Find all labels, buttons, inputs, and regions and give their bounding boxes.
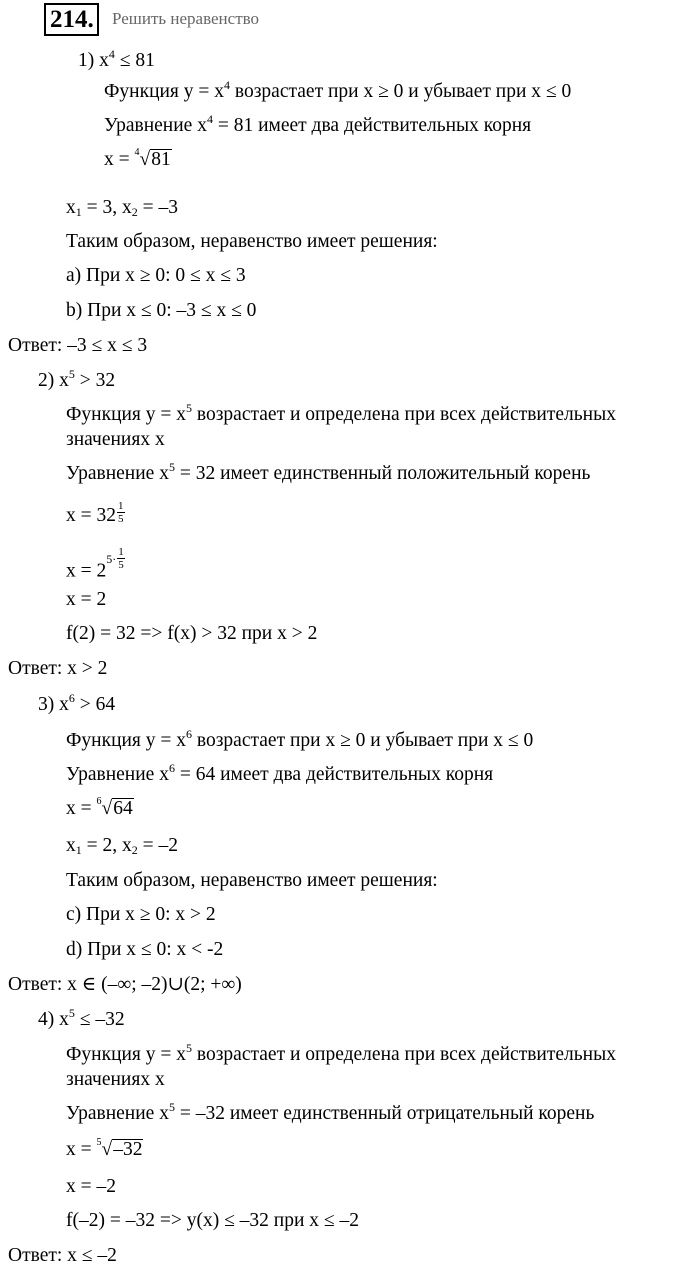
- exponent: 6: [168, 761, 175, 775]
- text-line: [66, 729, 533, 753]
- text-segment: f(2) = 32 => f(x) > 32 при x > 2: [66, 623, 318, 644]
- text-segment: x = 32: [66, 505, 116, 526]
- fraction-exponent: [117, 500, 125, 525]
- text-segment: b) При x ≤ 0: –3 ≤ x ≤ 0: [66, 300, 257, 321]
- numerator: 1: [118, 500, 124, 512]
- text-line: [66, 622, 317, 646]
- text-line: [38, 693, 115, 717]
- exponent: 4: [206, 112, 213, 126]
- text-segment: возрастает и определена при всех действительных: [192, 404, 616, 425]
- exponent: 5: [186, 401, 193, 415]
- exercise-title: Решить неравенство: [112, 9, 260, 28]
- text-line: [66, 903, 216, 927]
- text-segment: Уравнение x: [66, 463, 169, 484]
- text-segment: Ответ: x ≤ –2: [8, 1245, 117, 1266]
- exponent: 4: [108, 47, 115, 61]
- text-segment: = 64 имеет два действительных корня: [174, 764, 494, 785]
- radical-sign-icon: √: [139, 149, 151, 170]
- text-segment: Уравнение x: [66, 1103, 169, 1124]
- text-line: [66, 763, 493, 787]
- numerator: 1: [118, 546, 124, 558]
- text-segment: x: [66, 197, 76, 218]
- exponent-factor: 5·: [106, 551, 117, 566]
- text-segment: Ответ: –3 ≤ x ≤ 3: [8, 335, 148, 356]
- text-line: [66, 1102, 594, 1126]
- radicand: 81: [151, 149, 171, 170]
- text-segment: x: [66, 835, 76, 856]
- nth-root: [97, 797, 134, 821]
- text-segment: = –32 имеет единственный отрицательный корень: [174, 1103, 595, 1124]
- exercise-number: 214.: [44, 3, 99, 36]
- text-segment: возрастает и определена при всех действительных: [192, 1044, 616, 1065]
- text-segment: Ответ: x ∈ (–∞; –2)∪(2; +∞): [8, 974, 242, 995]
- fraction-exponent: [117, 546, 125, 571]
- text-segment: a) При x ≥ 0: 0 ≤ x ≤ 3: [66, 265, 246, 286]
- text-line: [66, 299, 256, 323]
- exponent: 6: [68, 691, 75, 705]
- text-segment: = –2: [137, 835, 178, 856]
- text-line: [66, 869, 438, 893]
- text-segment: x = 2: [66, 560, 107, 582]
- text-segment: Таким образом, неравенство имеет решения:: [66, 231, 438, 252]
- exponent: 5: [186, 1041, 193, 1055]
- text-segment: 4) x: [38, 1009, 69, 1030]
- text-segment: = 32 имеет единственный положительный корень: [174, 463, 591, 484]
- text-line: [66, 462, 590, 486]
- exponent: 5: [68, 367, 75, 381]
- subscript: 1: [75, 843, 82, 857]
- exponent: 5: [168, 460, 175, 474]
- text-line: [66, 196, 178, 220]
- exponent: 5: [168, 1100, 175, 1114]
- text-segment: ≤ 81: [114, 50, 155, 71]
- root-index: 5: [96, 1137, 102, 1148]
- text-segment: возрастает при x ≥ 0 и убывает при x ≤ 0: [230, 81, 572, 102]
- text-line: [8, 334, 147, 358]
- text-line: [66, 1209, 359, 1233]
- text-line: [8, 657, 107, 681]
- radical-sign-icon: √: [101, 1139, 113, 1160]
- text-segment: значениях x: [66, 429, 165, 450]
- text-segment: x =: [66, 1139, 97, 1160]
- text-segment: x =: [104, 149, 135, 170]
- text-line: [66, 546, 125, 584]
- text-line: [66, 1175, 116, 1199]
- text-segment: Уравнение x: [66, 764, 169, 785]
- text-line: [66, 588, 106, 612]
- text-line: [78, 49, 155, 73]
- text-segment: 1) x: [78, 50, 109, 71]
- text-segment: значениях x: [66, 1069, 165, 1090]
- exponent: 4: [224, 78, 231, 92]
- text-segment: x = –2: [66, 1176, 116, 1197]
- text-segment: Функция y = x: [66, 730, 187, 751]
- text-segment: Функция y = x: [104, 81, 225, 102]
- text-line: [66, 1068, 165, 1092]
- text-line: [104, 114, 531, 138]
- text-line: [66, 1043, 616, 1067]
- text-segment: ≤ –32: [74, 1009, 125, 1030]
- text-segment: > 32: [74, 370, 116, 391]
- text-segment: = 81 имеет два действительных корня: [212, 115, 532, 136]
- text-segment: 3) x: [38, 694, 69, 715]
- text-line: [104, 148, 172, 172]
- text-segment: = 3, x: [81, 197, 132, 218]
- text-segment: x = 2: [66, 589, 107, 610]
- radical-sign-icon: √: [101, 798, 113, 819]
- exponent: 5: [68, 1006, 75, 1020]
- text-segment: Таким образом, неравенство имеет решения:: [66, 870, 438, 891]
- text-line: [66, 834, 178, 858]
- text-segment: > 64: [74, 694, 116, 715]
- denominator: 5: [118, 559, 124, 571]
- text-segment: = –3: [137, 197, 178, 218]
- radicand: –32: [113, 1139, 143, 1160]
- text-line: [8, 1244, 117, 1268]
- exponent: 6: [186, 727, 193, 741]
- text-line: [66, 230, 438, 254]
- text-segment: f(–2) = –32 => y(x) ≤ –32 при x ≤ –2: [66, 1210, 359, 1231]
- text-segment: Уравнение x: [104, 115, 207, 136]
- radicand: 64: [113, 798, 133, 819]
- root-index: 6: [96, 796, 102, 807]
- text-line: [66, 1138, 143, 1162]
- nth-root: [97, 1138, 144, 1162]
- text-line: [8, 973, 242, 997]
- text-segment: c) При x ≥ 0: x > 2: [66, 904, 216, 925]
- text-segment: = 2, x: [81, 835, 132, 856]
- root-index: 4: [134, 147, 140, 158]
- text-segment: Функция y = x: [66, 1044, 187, 1065]
- text-line: [66, 938, 223, 962]
- text-segment: 2) x: [38, 370, 69, 391]
- text-line: [66, 500, 125, 528]
- text-segment: d) При x ≤ 0: x < -2: [66, 939, 224, 960]
- text-line: [38, 1008, 125, 1032]
- subscript: 2: [131, 843, 138, 857]
- text-line: [66, 264, 246, 288]
- subscript: 1: [75, 205, 82, 219]
- text-segment: Функция y = x: [66, 404, 187, 425]
- text-line: [66, 428, 165, 452]
- text-segment: возрастает при x ≥ 0 и убывает при x ≤ 0: [192, 730, 534, 751]
- text-segment: x =: [66, 798, 97, 819]
- text-line: [104, 80, 571, 104]
- compound-exponent: [106, 546, 125, 571]
- text-line: [38, 369, 115, 393]
- subscript: 2: [131, 205, 138, 219]
- text-line: [66, 403, 616, 427]
- text-line: [66, 797, 134, 821]
- text-segment: Ответ: x > 2: [8, 658, 108, 679]
- denominator: 5: [118, 513, 124, 525]
- nth-root: [135, 148, 172, 172]
